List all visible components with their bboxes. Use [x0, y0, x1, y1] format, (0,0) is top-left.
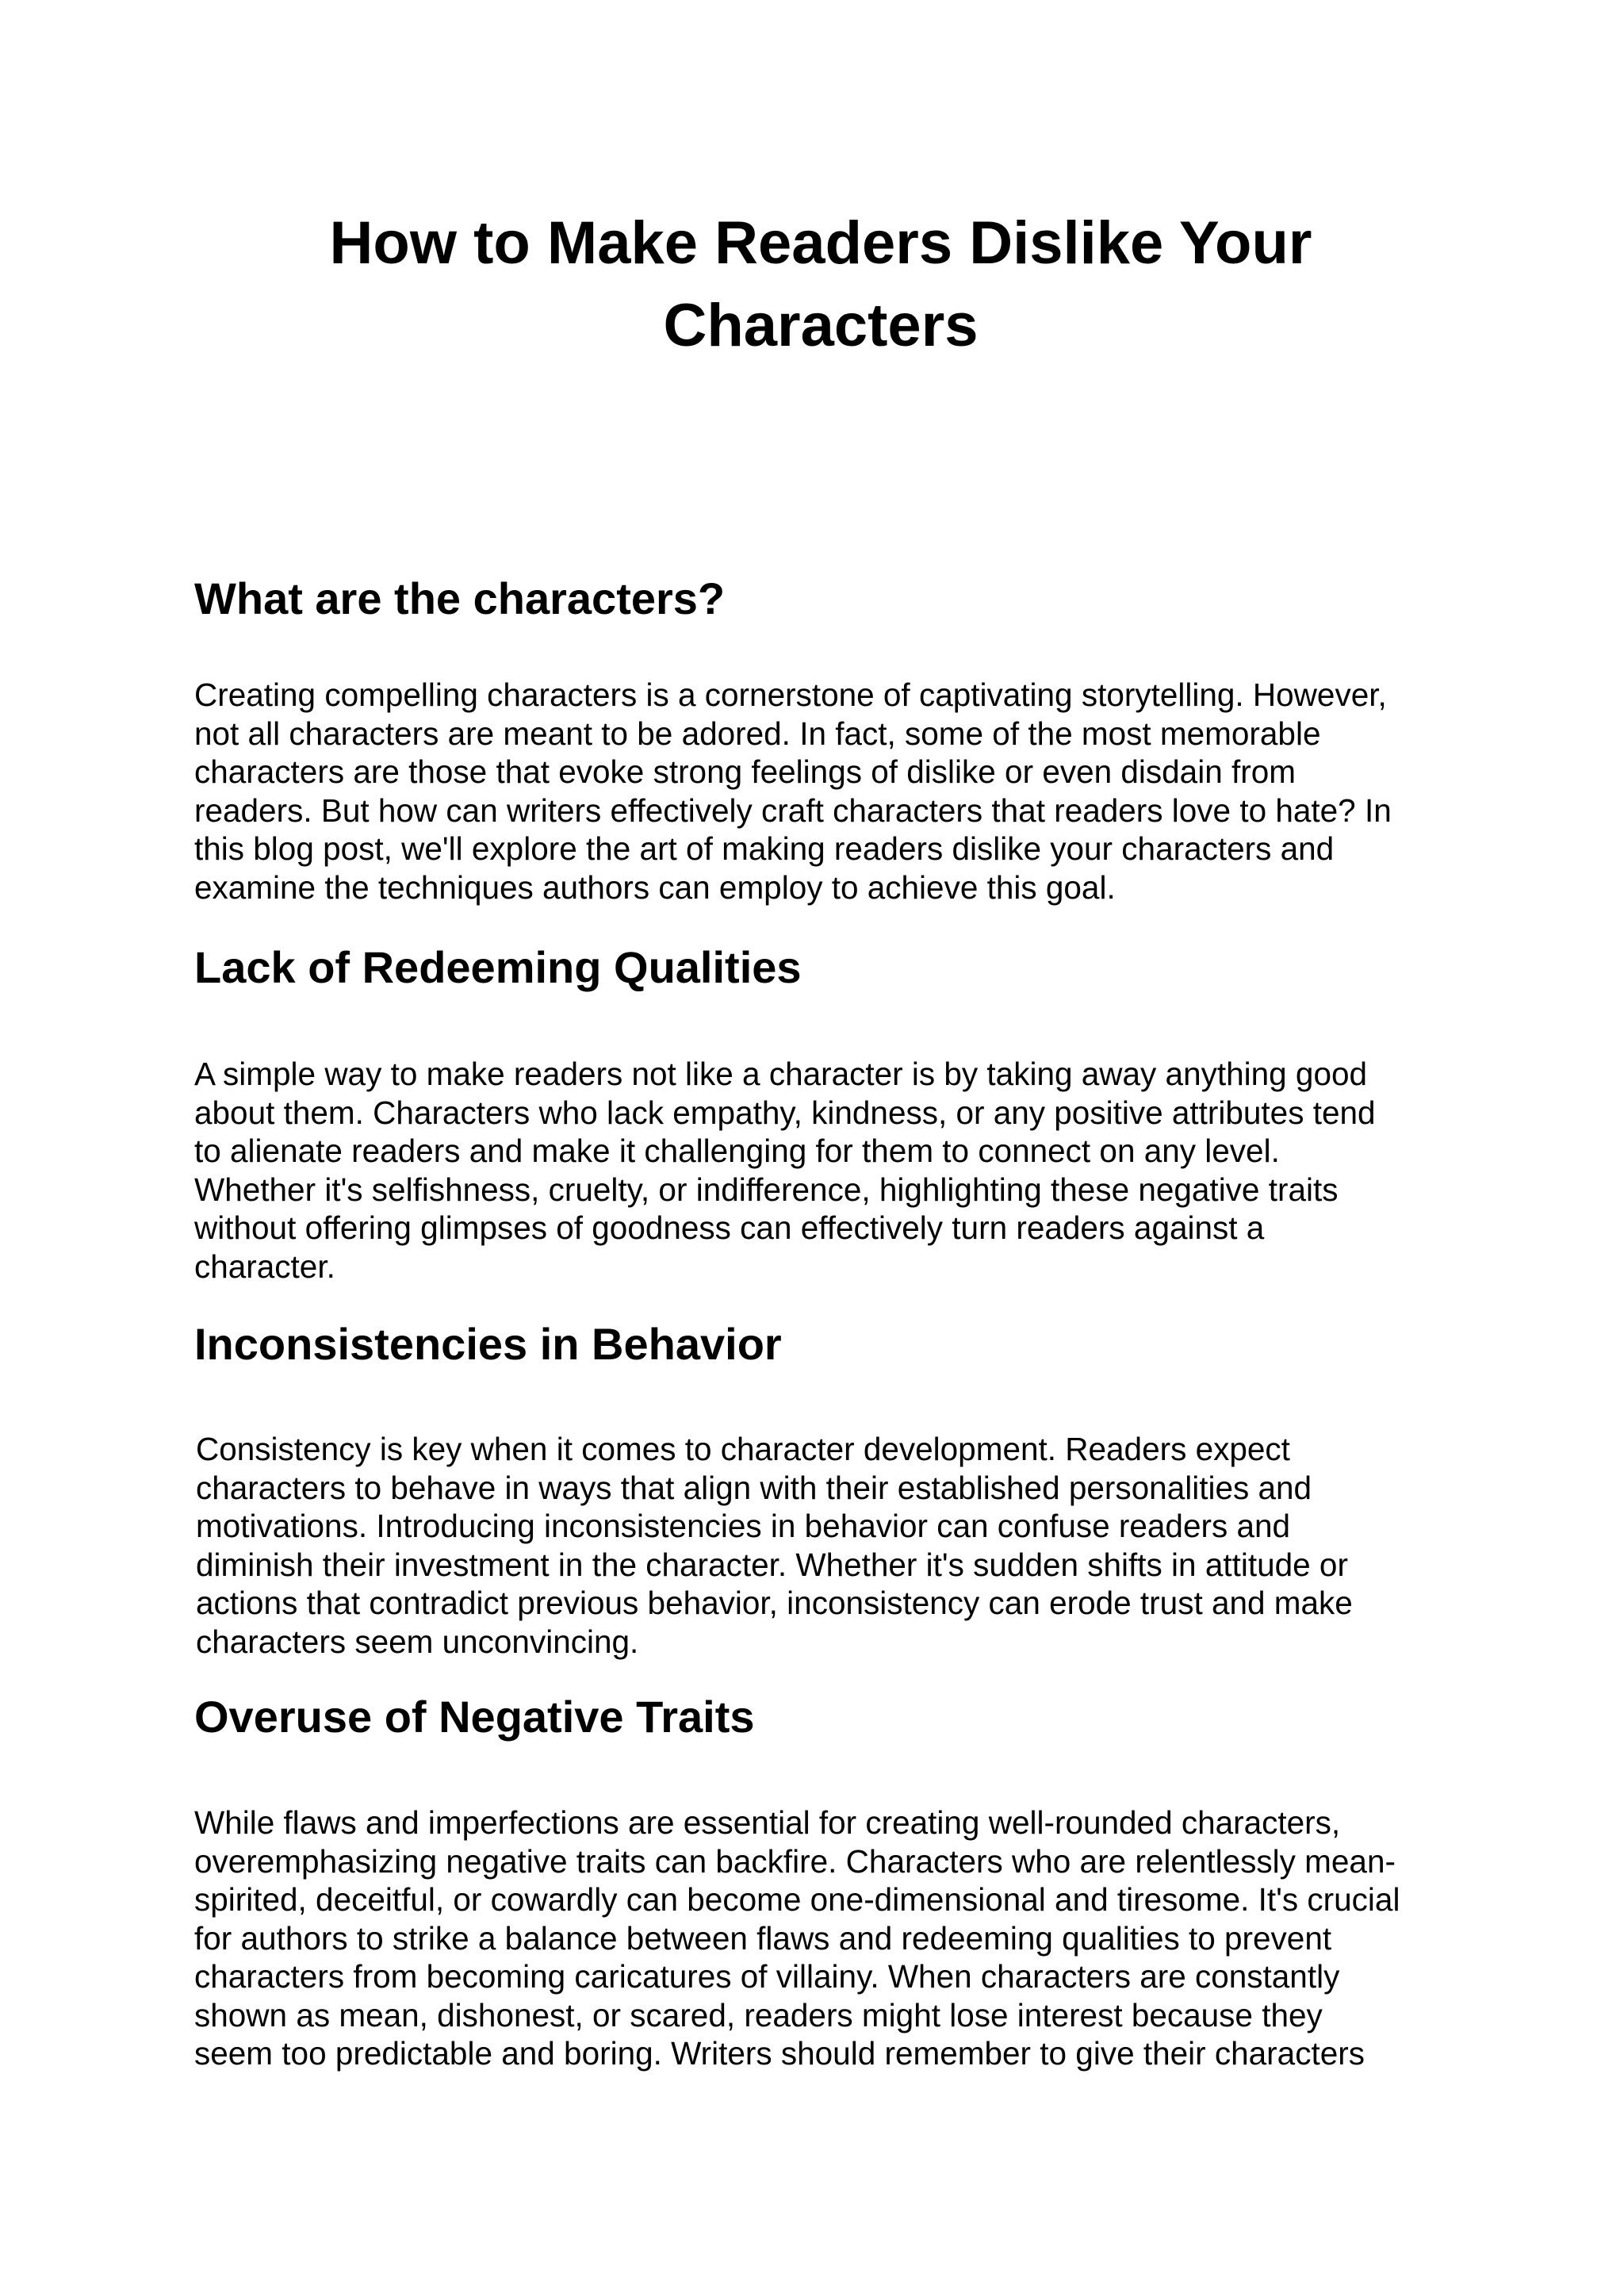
section-paragraph: Consistency is key when it comes to character development. Readers expect characters to behave in ways that align with their established personalities and motivations. Introducing inconsistencies in behavior can confuse readers and diminish their investment in the character. Whether it's sudden shifts in attitude or actions that contradict previous behavior, inconsistency can erode trust and make characters seem unconvincing.	[196, 1431, 1353, 1660]
page-title: How to Make Readers Dislike Your Characters	[329, 209, 1312, 359]
section-inconsistencies-in-behavior	[194, 1317, 1439, 1660]
section-heading: Inconsistencies in Behavior	[194, 1319, 782, 1369]
section-heading: Lack of Redeeming Qualities	[194, 942, 802, 992]
section-lack-of-redeeming-qualities	[194, 940, 1439, 1285]
section-heading: Overuse of Negative Traits	[194, 1692, 755, 1742]
section-heading: What are the characters?	[194, 573, 726, 623]
section-what-are-the-characters	[194, 571, 1439, 906]
section-paragraph: Creating compelling characters is a cornerstone of captivating storytelling. However, not all characters are meant to be adored. In fact, some of the most memorable characters are those that evoke strong feelings of dislike or even disdain from readers. But how can writers effectively craft characters that readers love to hate? In this blog post, we'll explore the art of making readers dislike your characters and examine the techniques authors can employ to achieve this goal.	[194, 677, 1392, 906]
section-paragraph: While flaws and imperfections are essential for creating well-rounded characters, overemphasizing negative traits can backfire. Characters who are relentlessly mean- spirited, deceitful, or cowardly can become one-dimensional and tiresome. It's crucial for authors to strike a balance between flaws and redeeming qualities to prevent characters from becoming caricatures of villainy. When characters are constantly shown as mean, dishonest, or scared, readers might lose interest because they seem too predictable and boring. Writers should remember to give their characters	[194, 1804, 1400, 2072]
section-paragraph: A simple way to make readers not like a character is by taking away anything good about them. Characters who lack empathy, kindness, or any positive attributes tend to alienate readers and make it challenging for them to connect on any level. Whether it's selfishness, cruelty, or indifference, highlighting these negative traits without offering glimpses of goodness can effectively turn readers against a character.	[194, 1056, 1376, 1285]
section-overuse-of-negative-traits	[194, 1689, 1439, 2072]
